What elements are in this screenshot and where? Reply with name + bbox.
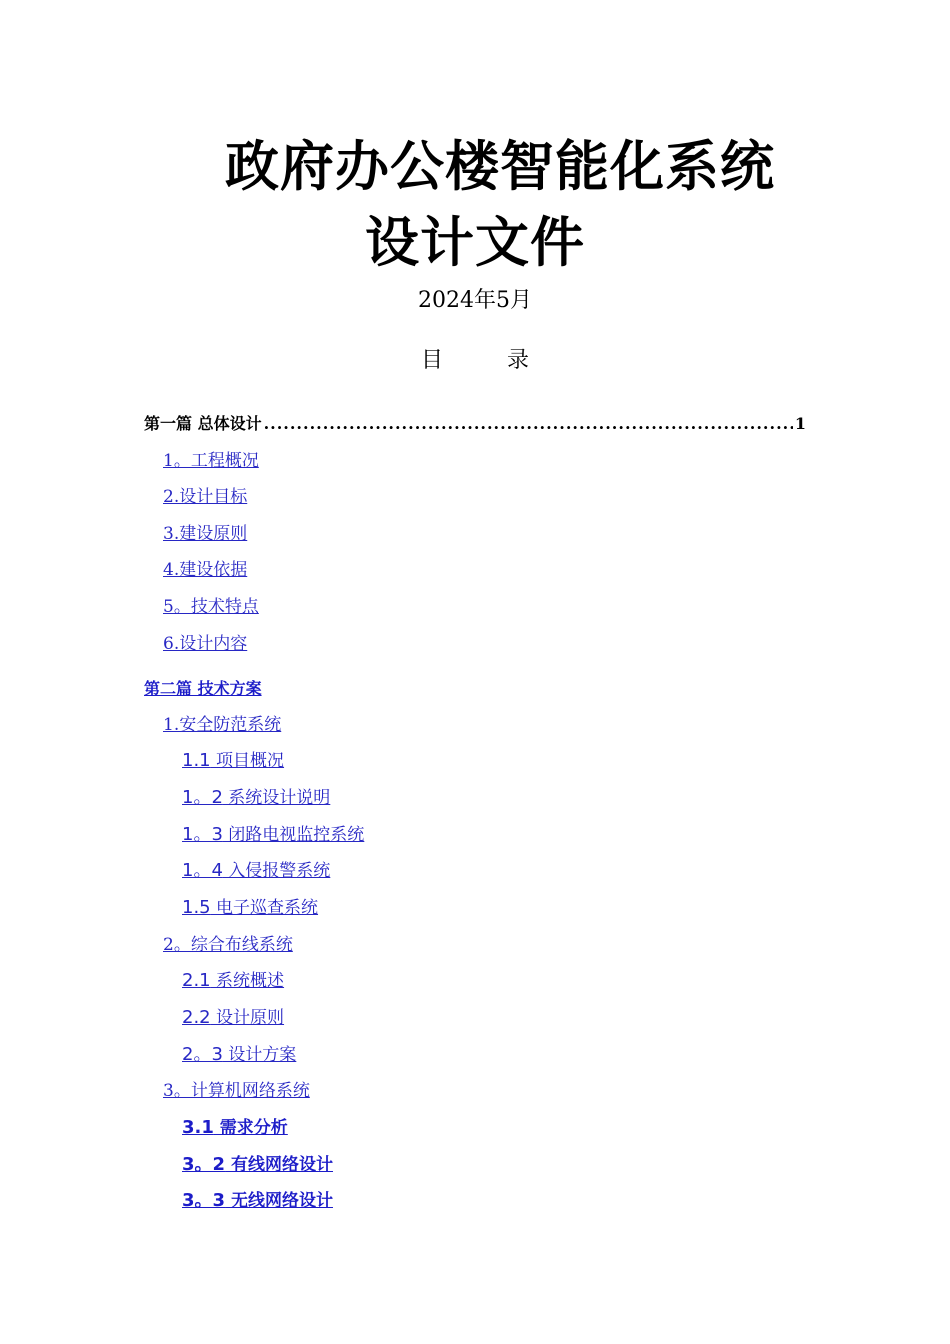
toc-link-subsection-3-3[interactable]: [182, 1186, 333, 1212]
toc-link-part1-item-4[interactable]: 4.建设依据: [163, 560, 248, 580]
toc-link-part1-item-2[interactable]: 2.设计目标: [163, 487, 248, 507]
toc-link-part1-item-1[interactable]: 1。工程概况: [163, 451, 259, 471]
subsection-title: 有线网络设计: [225, 1155, 333, 1175]
subsection-number: 2.2: [182, 1007, 211, 1028]
toc-heading-char-1: 目: [420, 348, 443, 373]
toc-link-section-3[interactable]: 3。计算机网络系统: [163, 1081, 310, 1101]
subsection-number: 3。2: [182, 1154, 226, 1175]
subsection-title: 系统设计说明: [222, 788, 331, 808]
toc-link-subsection-2-3[interactable]: [182, 1040, 296, 1066]
toc-heading: [0, 346, 950, 376]
subsection-number: 2.1: [182, 970, 211, 991]
subsection-title: 电子巡查系统: [210, 898, 319, 918]
subsection-title: 入侵报警系统: [222, 861, 331, 881]
subsection-number: 3。3: [182, 1190, 226, 1211]
subsection-number: 1.1: [182, 750, 211, 771]
toc-link-subsection-3-1[interactable]: [182, 1113, 288, 1138]
toc-link-subsection-3-2[interactable]: [182, 1150, 333, 1176]
subsection-title: 需求分析: [213, 1118, 288, 1138]
toc-part-1-entry[interactable]: [144, 411, 806, 434]
toc-link-part1-item-5[interactable]: 5。技术特点: [163, 597, 259, 617]
subsection-number: 1。4: [182, 860, 223, 881]
toc-dot-leader: [264, 414, 793, 433]
toc-part-1-label: 第一篇 总体设计: [144, 414, 262, 433]
subsection-title: 无线网络设计: [225, 1191, 333, 1211]
toc-link-subsection-1-1[interactable]: [182, 746, 284, 771]
subsection-number: 3.1: [182, 1117, 214, 1138]
toc-link-part-2[interactable]: 第二篇 技术方案: [144, 679, 262, 698]
toc-link-section-1[interactable]: 1.安全防范系统: [163, 715, 282, 735]
toc-link-subsection-1-3[interactable]: [182, 820, 364, 846]
toc-link-section-2[interactable]: 2。综合布线系统: [163, 935, 293, 955]
subsection-title: 系统概述: [210, 971, 285, 991]
document-title-line-2: 设计文件: [365, 211, 585, 274]
toc-link-subsection-2-2[interactable]: [182, 1003, 284, 1028]
toc-link-subsection-1-4[interactable]: [182, 856, 330, 882]
document-date: 2024年5月: [418, 288, 532, 313]
subsection-title: 闭路电视监控系统: [222, 825, 365, 845]
subsection-number: 1.5: [182, 897, 211, 918]
toc-part-1-page-number: 1: [794, 414, 806, 433]
toc-link-subsection-1-2[interactable]: [182, 783, 330, 809]
subsection-number: 1。3: [182, 824, 223, 845]
document-title-line-1: 政府办公楼智能化系统: [225, 135, 775, 198]
toc-heading-char-2: 录: [507, 348, 530, 373]
subsection-number: 1。2: [182, 787, 223, 808]
toc-link-subsection-2-1[interactable]: [182, 966, 284, 991]
subsection-title: 设计方案: [222, 1045, 297, 1065]
toc-link-part1-item-3[interactable]: 3.建设原则: [163, 524, 248, 544]
toc-link-part1-item-6[interactable]: 6.设计内容: [163, 634, 248, 654]
subsection-title: 项目概况: [210, 751, 285, 771]
subsection-number: 2。3: [182, 1044, 223, 1065]
subsection-title: 设计原则: [210, 1008, 285, 1028]
toc-link-subsection-1-5[interactable]: [182, 893, 318, 918]
